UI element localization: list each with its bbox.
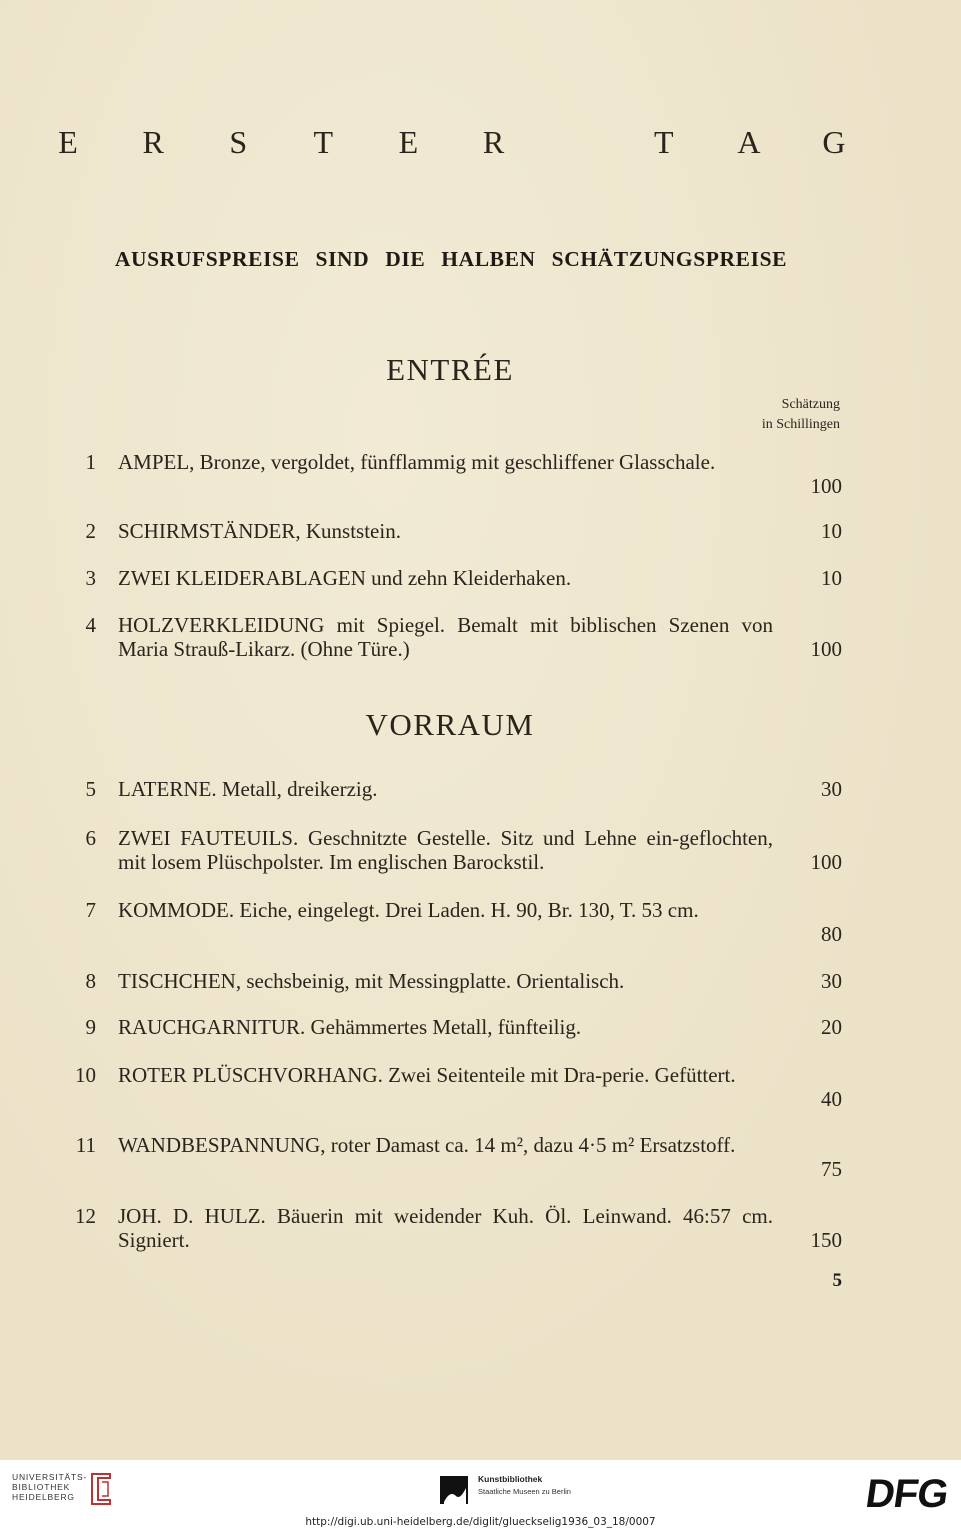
item-number: 11 [75,1133,96,1157]
item-price: 10 [821,519,842,543]
price-header-line1: Schätzung [781,397,840,412]
title-letter: E [398,124,419,160]
title-letter: A [737,124,761,160]
university-library-logo[interactable] [12,1472,87,1502]
item-price: 40 [821,1087,842,1111]
item-number: 9 [85,1015,96,1039]
list-item [60,1133,842,1181]
item-price: 150 [810,1228,842,1252]
section-heading-vorraum: VORRAUM [365,707,535,742]
item-number: 1 [85,450,96,474]
subtitle: AUSRUFSPREISE SIND DIE HALBEN SCHÄTZUNGSPREISE [114,247,788,271]
item-description: SCHIRMSTÄNDER, Kunststein. [118,519,401,543]
kunstbibliothek-name: Kunstbibliothek [478,1474,543,1484]
item-price: 30 [821,969,842,993]
item-number: 5 [85,777,96,801]
title-letter: T [313,124,334,160]
item-price: 30 [821,777,842,801]
item-description: ZWEI KLEIDERABLAGEN und zehn Kleiderhaken. [118,566,572,590]
item-price: 75 [821,1157,842,1181]
item-price: 100 [810,850,842,874]
list-item [60,826,842,874]
source-url-link[interactable]: http://digi.ub.uni-heidelberg.de/diglit/glueckselig1936_03_18/0007 [305,1516,656,1528]
kunstbibliothek-logo[interactable] [440,1474,640,1508]
item-description: HOLZVERKLEIDUNG mit Spiegel. Bemalt mit biblischen Szenen von Maria Strauß-Likarz. (Ohne Türe.) [118,613,773,661]
list-item [60,613,842,661]
item-number: 12 [75,1204,96,1228]
list-item [60,898,842,946]
logo-line: BIBLIOTHEK [12,1482,71,1492]
item-number: 8 [85,969,96,993]
item-price: 100 [810,637,842,661]
item-price: 20 [821,1015,842,1039]
item-price: 80 [821,922,842,946]
kunstbibliothek-subtitle: Staatliche Museen zu Berlin [478,1487,571,1496]
section-heading-entree: ENTRÉE [386,352,514,387]
item-description: KOMMODE. Eiche, eingelegt. Drei Laden. H. 90, Br. 130, T. 53 cm. [118,898,699,922]
title-letter: G [822,124,846,160]
dfg-logo[interactable]: DFG [862,1472,951,1516]
item-number: 10 [75,1063,96,1087]
list-item [60,1063,842,1111]
kunstbibliothek-icon [440,1476,468,1504]
title-word-gap [567,124,591,161]
list-item [60,450,842,498]
item-price: 100 [810,474,842,498]
list-item [60,519,842,543]
list-item [60,1204,842,1252]
price-header-line2: in Schillingen [761,417,840,432]
price-column-header [700,395,840,435]
item-description: ROTER PLÜSCHVORHANG. Zwei Seitenteile mit Dra-perie. Gefüttert. [118,1063,736,1087]
list-item [60,1015,842,1039]
title-letter: E [58,124,78,160]
item-number: 4 [85,613,96,637]
footer-bar [0,1460,961,1530]
title-letter: S [229,124,248,160]
list-item [60,777,842,801]
day-title [56,124,846,161]
logo-line: HEIDELBERG [12,1492,75,1502]
item-description: ZWEI FAUTEUILS. Geschnitzte Gestelle. Sitz und Lehne ein-geflochten, mit losem Plüschpolster. Im englischen Barockstil. [118,826,773,874]
logo-line: UNIVERSITÄTS- [12,1472,88,1482]
title-letter: R [142,124,164,160]
item-number: 3 [85,566,96,590]
item-number: 7 [85,898,96,922]
item-description: AMPEL, Bronze, vergoldet, fünfflammig mit geschliffener Glasschale. [118,450,716,474]
title-letter: R [482,124,505,160]
item-description: LATERNE. Metall, dreikerzig. [118,777,378,801]
list-item [60,566,842,590]
university-seal-icon [88,1470,114,1508]
list-item [60,969,842,993]
page-number: 5 [832,1270,842,1291]
item-description: JOH. D. HULZ. Bäuerin mit weidender Kuh. Öl. Leinwand. 46:57 cm. Signiert. [118,1204,773,1252]
title-letter: T [653,124,674,160]
item-description: WANDBESPANNUNG, roter Damast ca. 14 m², dazu 4·5 m² Ersatzstoff. [118,1133,736,1157]
item-number: 6 [85,826,96,850]
item-description: TISCHCHEN, sechsbeinig, mit Messingplatte. Orientalisch. [118,969,625,993]
item-price: 10 [821,566,842,590]
item-description: RAUCHGARNITUR. Gehämmertes Metall, fünfteilig. [118,1015,582,1039]
item-number: 2 [85,519,96,543]
